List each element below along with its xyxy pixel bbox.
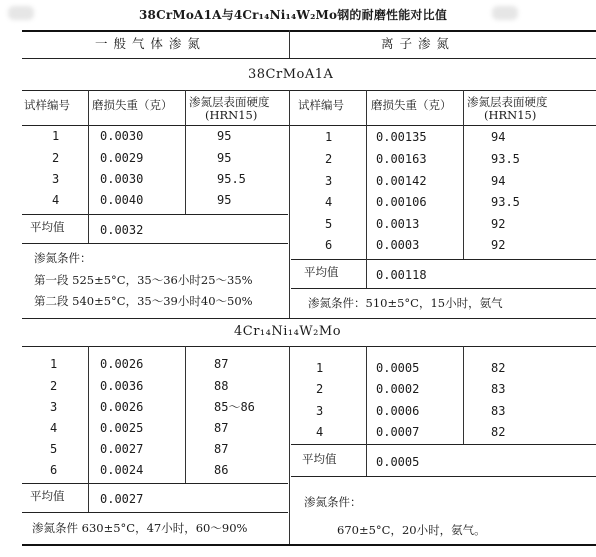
blur-mark-right [492,6,518,20]
divider-gas2-col2 [185,346,186,483]
table-row-hrn: 87 [214,421,229,435]
average-label: 平均值 [302,452,337,466]
table-row-hrn: 82 [491,361,506,375]
conditions-text: 670±5°C，20小时，氨气。 [337,523,486,537]
divider-gas2-col1 [88,346,89,512]
table-row-hrn: 82 [491,425,506,439]
table-row-no: 6 [50,463,58,477]
table-row-hrn: 95 [217,129,232,143]
table-row-hrn: 95.5 [217,172,246,186]
rule-ion2-avg-bottom [291,476,596,477]
table-row-no: 4 [316,425,324,439]
table-row-loss: 0.0036 [100,379,144,393]
table-row-no: 2 [52,151,60,165]
conditions-stage2: 第二段 540±5°C，35～39小时40～50% [34,294,253,308]
table-row-no: 1 [316,361,324,375]
table-row-no: 1 [52,129,60,143]
table-row-loss: 0.00135 [376,130,427,144]
table-row-hrn: 93.5 [491,195,520,209]
table-row-no: 3 [52,172,60,186]
table-row-loss: 0.0029 [100,151,144,165]
col-wear-loss-gas: 磨损失重（克） [92,98,173,112]
divider-center-bottom [289,346,290,544]
divider-center-top [289,90,290,318]
table-row-loss: 0.00142 [376,174,427,188]
rule-col-headers [22,125,596,126]
table-row-loss: 0.0007 [376,425,420,439]
table-row-loss: 0.0026 [100,357,144,371]
divider-method [289,30,290,58]
rule-gas2-avg-top [22,483,288,484]
table-row-no: 6 [325,238,333,252]
table-row-no: 3 [325,174,333,188]
col-wear-loss-ion: 磨损失重（克） [371,98,452,112]
divider-gas1-col2 [185,90,186,214]
conditions-text: 渗氮条件：510±5°C，15小时，氨气 [308,296,503,310]
blur-mark-left [8,6,34,20]
table-row-no: 1 [50,357,58,371]
conditions-stage1: 第一段 525±5°C，35～36小时25～35% [34,273,253,287]
table-row-hrn: 86 [214,463,229,477]
table-row-hrn: 85～86 [214,400,255,414]
col-sample-no-gas: 试样编号 [24,98,70,112]
rule-steel1-name [22,90,596,91]
table-row-no: 2 [325,152,333,166]
rule-top [22,30,596,32]
average-value: 0.00118 [376,268,427,282]
rule-gas1-avg-bottom [22,243,288,244]
average-value: 0.0032 [100,223,144,237]
table-row-no: 3 [50,400,58,414]
steel2-name: 4Cr₁₄Ni₁₄W₂Mo [234,324,342,339]
table-row-hrn: 95 [217,193,232,207]
header-gas-nitriding: 一 般 气 体 渗 氮 [95,36,201,51]
steel1-name: 38CrMoA1A [248,67,334,82]
average-value: 0.0027 [100,492,144,506]
table-row-no: 2 [50,379,58,393]
divider-gas1-col1 [88,90,89,243]
table-row-loss: 0.0030 [100,129,144,143]
table-row-no: 4 [325,195,333,209]
table-row-loss: 0.0027 [100,442,144,456]
rule-steel2-name [22,346,596,347]
table-row-hrn: 83 [491,404,506,418]
col-sample-no-ion: 试样编号 [298,98,344,112]
table-row-loss: 0.0026 [100,400,144,414]
table-row-no: 3 [316,404,324,418]
table-row-loss: 0.0030 [100,172,144,186]
divider-ion2-col2 [463,346,464,444]
table-row-hrn: 94 [491,130,506,144]
rule-ion1-avg-bottom [291,288,596,289]
rule-steel2-top [22,318,596,319]
table-row-hrn: 92 [491,238,506,252]
table-row-loss: 0.0013 [376,217,420,231]
rule-bottom [22,544,596,546]
table-row-loss: 0.00106 [376,195,427,209]
table-title: 38CrMoA1A与4Cr₁₄Ni₁₄W₂Mo钢的耐磨性能对比值 [139,8,448,22]
average-label: 平均值 [304,265,339,279]
table-row-hrn: 94 [491,174,506,188]
rule-ion2-avg-top [291,444,596,445]
table-row-loss: 0.00163 [376,152,427,166]
conditions-text: 渗氮条件 630±5°C，47小时，60～90% [32,521,248,535]
table-row-hrn: 93.5 [491,152,520,166]
average-label: 平均值 [30,220,65,234]
table-row-loss: 0.0040 [100,193,144,207]
table-row-hrn: 83 [491,382,506,396]
rule-gas2-avg-bottom [22,512,288,513]
table-row-no: 5 [50,442,58,456]
table-row-no: 4 [52,193,60,207]
average-label: 平均值 [30,489,65,503]
rule-ion1-avg-top [291,259,596,260]
table-row-loss: 0.0024 [100,463,144,477]
col-hardness-gas-2: (HRN15) [205,108,258,122]
table-row-no: 1 [325,130,333,144]
table-row-loss: 0.0003 [376,238,420,252]
col-hardness-ion-2: (HRN15) [484,108,537,122]
table-row-loss: 0.0002 [376,382,420,396]
rule-method-header [22,58,596,59]
table-row-loss: 0.0006 [376,404,420,418]
table-row-hrn: 87 [214,442,229,456]
col-hardness-ion-1: 渗氮层表面硬度 [467,95,548,109]
table-row-no: 4 [50,421,58,435]
table-row-loss: 0.0005 [376,361,420,375]
rule-gas1-avg-top [22,214,288,215]
header-ion-nitriding: 离 子 渗 氮 [381,36,450,51]
table-row-no: 2 [316,382,324,396]
divider-ion1-col1 [366,90,367,288]
divider-ion2-col1 [366,346,367,476]
table-row-hrn: 95 [217,151,232,165]
table-row-hrn: 87 [214,357,229,371]
table-row-hrn: 92 [491,217,506,231]
divider-ion1-col2 [463,90,464,259]
table-row-no: 5 [325,217,333,231]
conditions-label: 渗氮条件： [34,251,92,265]
conditions-label: 渗氮条件： [304,495,362,509]
col-hardness-gas-1: 渗氮层表面硬度 [189,95,270,109]
table-row-hrn: 88 [214,379,229,393]
table-row-loss: 0.0025 [100,421,144,435]
average-value: 0.0005 [376,455,420,469]
